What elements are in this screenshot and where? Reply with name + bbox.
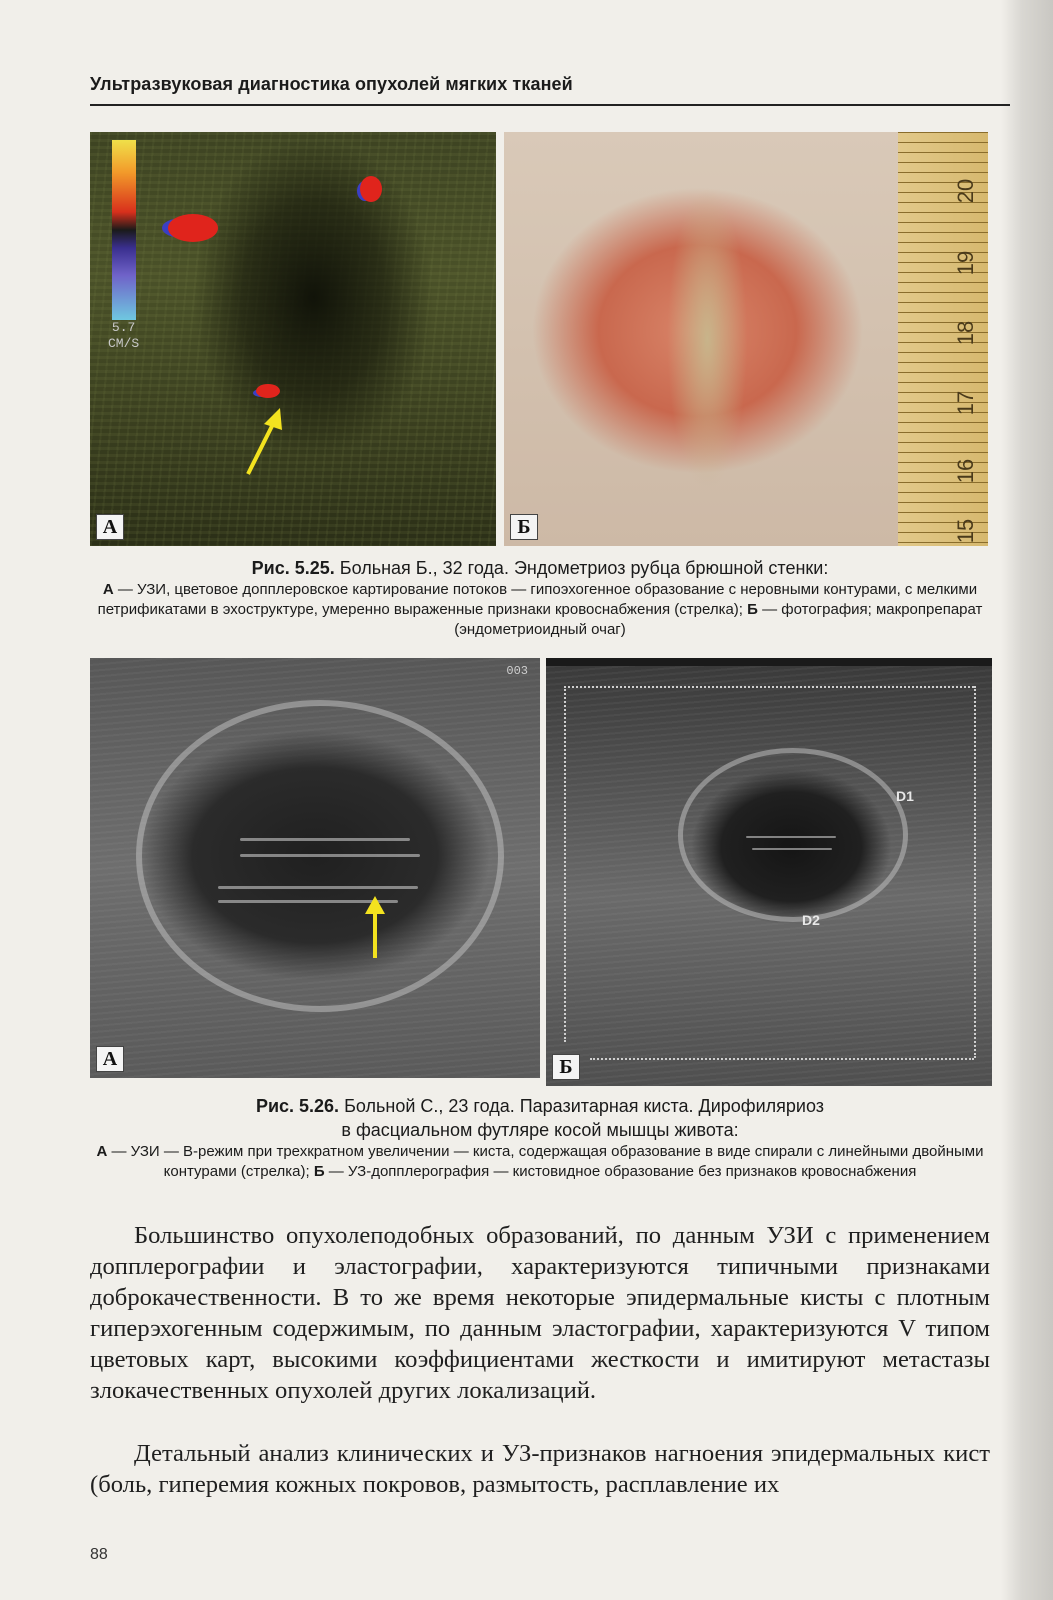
doppler-flow-spot xyxy=(168,214,218,242)
figure-5-26-panel-a-b-mode-ultrasound xyxy=(90,658,540,1078)
page-number: 88 xyxy=(90,1546,108,1563)
parasite-contour xyxy=(746,836,836,838)
figure-5-25-panel-a-doppler-ultrasound xyxy=(90,132,496,546)
measurement-label-d1: D1 xyxy=(896,788,914,804)
ruler-mark: 20 xyxy=(952,178,978,204)
frame-dotted-line xyxy=(564,686,566,1042)
caption-title-text: Больная Б., 32 года. Эндометриоз рубца брюшной стенки: xyxy=(339,558,829,578)
parasite-contour xyxy=(218,886,418,889)
parasite-contour xyxy=(752,848,832,850)
panel-letter: А xyxy=(96,514,124,540)
doppler-flow-spot xyxy=(360,176,382,202)
caption-a-text: — УЗИ — В-режим при трехкратном увеличении — киста, содержащая образование в виде спирали с линейными двойными контурами (стрелка); xyxy=(111,1143,984,1180)
doppler-flow-spot xyxy=(256,384,280,398)
panel-letter: Б xyxy=(510,514,538,540)
cyst-wall xyxy=(678,748,908,922)
doppler-scale-unit: CM/S xyxy=(108,336,140,351)
caption-b-text: — фотография; макропрепарат (эндометриоидный очаг) xyxy=(454,601,983,638)
caption-b-text: — УЗ-допплерография — кистовидное образование без признаков кровоснабжения xyxy=(328,1163,917,1180)
figure-label: Рис. 5.25. xyxy=(251,558,335,578)
caption-title xyxy=(90,556,990,580)
panel-label: Б xyxy=(313,1163,325,1180)
figure-5-25-panel-b-specimen-photo xyxy=(504,132,988,546)
figure-5-25-caption xyxy=(90,556,990,640)
figure-5-26-caption xyxy=(90,1094,990,1182)
page-edge-shadow xyxy=(1001,0,1053,1600)
figure-label: Рис. 5.26. xyxy=(255,1096,340,1116)
ruler-mark: 18 xyxy=(952,320,978,346)
measuring-ruler xyxy=(898,132,988,546)
body-paragraph-1: Большинство опухолеподобных образований, по данным УЗИ с применением допплерографии и эластографии, характеризуются типичными признаками доброкачественности. В то же время некоторые эпидермальные кисты с плотным гиперэхогенным содержимым, по данным эластографии, характеризуются V типом цветовых карт, высокими коэффициентами жесткости и имитируют метастазы злокачественных опухолей других локализаций. xyxy=(90,1222,990,1404)
doppler-scale-label xyxy=(108,320,139,352)
doppler-color-scale xyxy=(112,140,136,320)
ruler-mark: 17 xyxy=(952,390,978,416)
ruler-mark: 15 xyxy=(952,518,978,544)
frame-dotted-line xyxy=(590,1058,974,1060)
panel-letter: А xyxy=(96,1046,124,1072)
body-paragraph-2: Детальный анализ клинических и УЗ-признаков нагноения эпидермальных кист (боль, гиперемия кожных покровов, размытость, расплавление их xyxy=(90,1440,990,1498)
arrow-icon xyxy=(240,402,300,482)
panel-label: А xyxy=(96,1143,108,1160)
caption-a-text: — УЗИ, цветовое допплеровское картирование потоков — гипоэхогенное образование с неровными контурами, с мелкими петрификатами в эхоструктуре, умеренно выраженные признаки кровоснабжения (стрелка); xyxy=(97,581,978,618)
ruler-mark: 19 xyxy=(952,250,978,276)
caption-title-line-2: в фасциальном футляре косой мышцы живота: xyxy=(341,1120,739,1140)
caption-body xyxy=(90,580,990,640)
doppler-scale-value: 5.7 xyxy=(111,320,136,335)
panel-label: А xyxy=(102,581,114,598)
frame-dotted-line xyxy=(974,686,976,1058)
parasite-contour xyxy=(240,838,410,841)
caption-title-text: Больной С., 23 года. Паразитарная киста. Дирофиляриоз xyxy=(344,1096,825,1116)
panel-label: Б xyxy=(747,601,758,618)
image-index-label: 003 xyxy=(506,664,528,678)
measurement-label-d2: D2 xyxy=(802,912,820,928)
running-header: Ультразвуковая диагностика опухолей мягких тканей xyxy=(90,74,573,94)
caption-body xyxy=(90,1142,990,1182)
parasite-contour xyxy=(240,854,420,857)
panel-letter: Б xyxy=(552,1054,580,1080)
arrow-icon xyxy=(360,894,390,964)
ruler-mark: 16 xyxy=(952,458,978,484)
figure-5-26-panel-b-doppler-ultrasound xyxy=(546,658,992,1086)
header-rule xyxy=(90,104,1010,106)
frame-dotted-line xyxy=(564,686,974,688)
caption-title xyxy=(90,1094,990,1118)
